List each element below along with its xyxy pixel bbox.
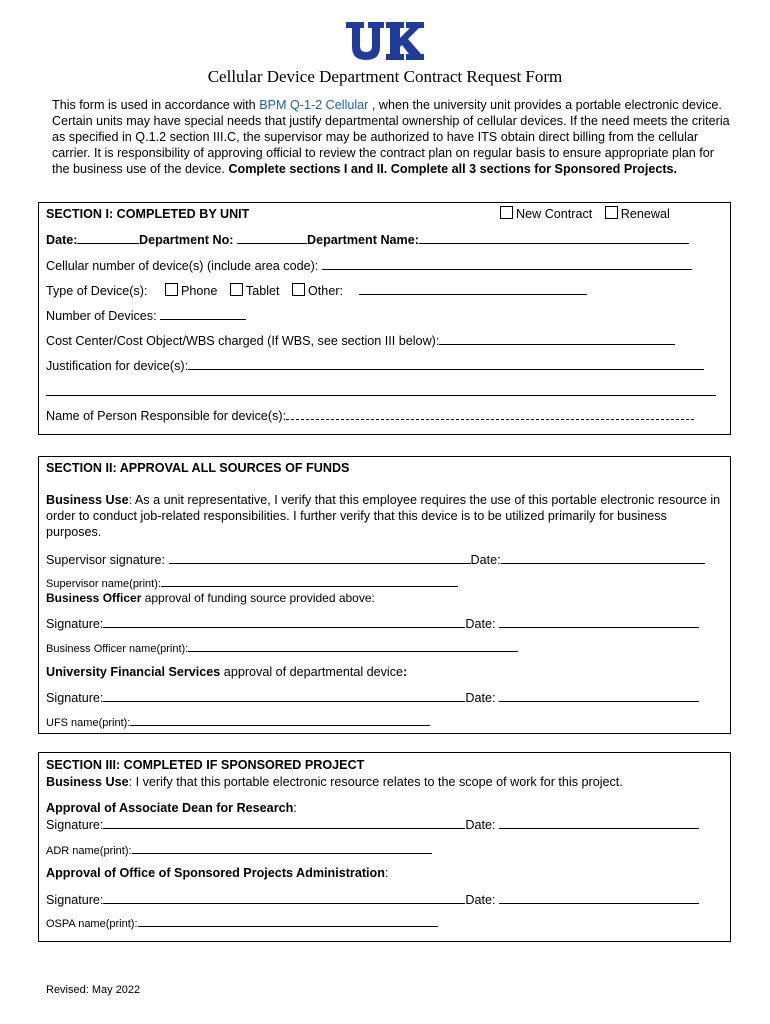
other-label: Other: [308, 284, 347, 298]
ufs-colon: : [403, 665, 408, 679]
justification-label: Justification for device(s): [46, 359, 189, 373]
ospa-date-label: Date: [465, 893, 500, 907]
ufs-signature-label: Signature: [46, 691, 104, 705]
intro-text-1: This form is used in accordance with [52, 98, 260, 112]
other-checkbox[interactable] [292, 283, 305, 296]
section-3-box [38, 752, 731, 942]
department-name-label: Department Name: [306, 233, 419, 247]
section-2-box [38, 456, 731, 734]
ufs-signature-field[interactable] [103, 690, 465, 702]
section-3-business-use [46, 775, 623, 789]
ufs-date-field[interactable] [499, 690, 699, 702]
ospa-signature-row [46, 892, 699, 907]
ospa-name-label: OSPA name(print): [46, 918, 138, 930]
adr-signature-label: Signature: [46, 818, 104, 832]
new-contract-label: New Contract [516, 207, 593, 221]
person-responsible-label: Name of Person Responsible for device(s): [46, 409, 287, 423]
supervisor-signature-field[interactable] [169, 552, 471, 564]
ospa-label: Approval of Office of Sponsored Projects Administration [46, 866, 385, 880]
intro-paragraph [52, 97, 732, 177]
section-1-header: SECTION I: COMPLETED BY UNIT [46, 207, 250, 221]
business-officer-signature-row [46, 616, 699, 631]
intro-text-2: , when the university unit provides a portable electronic device. Certain units may have special needs that justify departmental ownership of cellular devices. If the need meets the criteria as specified in Q.1.2 section III.C, the supervisor may be authorized to have ITS obtain direct billing from the cellular carrier. It is responsibility of approving official to review the contract plan on regular basis to ensure appropriate plan for the business use of the device. [52, 98, 730, 176]
adr-approval-row [46, 801, 297, 815]
department-name-field[interactable] [419, 232, 689, 244]
ufs-date-label: Date: [465, 691, 500, 705]
adr-colon: : [293, 801, 297, 815]
cellular-number-field[interactable] [322, 258, 692, 270]
supervisor-date-label: Date: [470, 553, 501, 567]
business-officer-text: approval of funding source provided above: [141, 591, 375, 605]
tablet-checkbox[interactable] [230, 283, 243, 296]
section-3-header: SECTION III: COMPLETED IF SPONSORED PROJECT [46, 758, 365, 772]
cellular-number-label: Cellular number of device(s) (include area code): [46, 259, 322, 273]
justification-field-2[interactable] [46, 384, 716, 396]
other-field[interactable] [359, 283, 587, 295]
ufs-label: University Financial Services [46, 665, 221, 679]
revised-date: Revised: May 2022 [46, 984, 141, 996]
justification-row [46, 358, 704, 373]
cost-center-label: Cost Center/Cost Object/WBS charged (If WBS, see section III below): [46, 334, 440, 348]
cellular-number-row [46, 258, 692, 273]
renewal-checkbox[interactable] [605, 206, 618, 219]
business-officer-label: Business Officer [46, 591, 142, 605]
supervisor-name-field[interactable] [161, 577, 458, 587]
ufs-name-row [46, 716, 430, 729]
adr-date-label: Date: [465, 818, 500, 832]
justification-row-2 [46, 384, 716, 399]
uk-logo-icon [344, 20, 426, 62]
business-officer-name-row [46, 642, 518, 655]
bo-name-field[interactable] [188, 642, 518, 652]
section-1-box [38, 202, 731, 435]
supervisor-signature-label: Supervisor signature: [46, 553, 169, 567]
business-use-text: : As a unit representative, I verify that this employee requires the use of this portable electronic resource in order to conduct job-related responsibilities. I further verify that this device is to be utilized primarily for business purposes. [46, 493, 721, 539]
ospa-signature-field[interactable] [103, 892, 465, 904]
renewal-label: Renewal [620, 207, 670, 221]
contract-type-group [500, 206, 670, 221]
ospa-date-field[interactable] [499, 892, 699, 904]
bo-date-field[interactable] [499, 616, 699, 628]
phone-checkbox[interactable] [165, 283, 178, 296]
bo-date-label: Date: [465, 617, 500, 631]
new-contract-checkbox[interactable] [500, 206, 513, 219]
ufs-name-label: UFS name(print): [46, 717, 131, 729]
business-use-label: Business Use [46, 493, 129, 507]
ospa-approval-row [46, 866, 388, 880]
adr-name-row [46, 844, 432, 857]
department-no-label: Department No: [139, 233, 237, 247]
ufs-text: approval of departmental device [220, 665, 404, 679]
s3-business-use-text: : I verify that this portable electronic resource relates to the scope of work for this project. [128, 775, 623, 789]
ufs-signature-row [46, 690, 699, 705]
person-responsible-row [46, 408, 694, 423]
section-2-header: SECTION II: APPROVAL ALL SOURCES OF FUNDS [46, 461, 350, 475]
ospa-name-row [46, 917, 438, 930]
form-title: Cellular Device Department Contract Request Form [207, 67, 563, 86]
ufs-name-field[interactable] [130, 716, 430, 726]
number-of-devices-field[interactable] [160, 308, 246, 320]
supervisor-name-row [46, 577, 458, 590]
bo-signature-label: Signature: [46, 617, 104, 631]
ospa-colon: : [384, 866, 389, 880]
bo-name-label: Business Officer name(print): [46, 643, 189, 655]
department-no-field[interactable] [237, 232, 307, 244]
supervisor-date-field[interactable] [501, 552, 705, 564]
adr-signature-row [46, 817, 699, 832]
number-of-devices-label: Number of Devices: [46, 309, 161, 323]
tablet-label: Tablet [245, 284, 280, 298]
person-responsible-field[interactable] [286, 408, 694, 420]
section-2-business-use [46, 492, 724, 540]
adr-label: Approval of Associate Dean for Research [46, 801, 294, 815]
adr-signature-field[interactable] [103, 817, 465, 829]
number-of-devices-row [46, 308, 246, 323]
adr-name-label: ADR name(print): [46, 845, 132, 857]
ufs-approval-row [46, 665, 407, 679]
ospa-signature-label: Signature: [46, 893, 104, 907]
date-label: Date: [46, 233, 81, 247]
adr-name-field[interactable] [132, 844, 432, 854]
justification-field[interactable] [188, 358, 704, 370]
cost-center-row [46, 333, 675, 348]
phone-label: Phone [180, 284, 218, 298]
date-field[interactable] [77, 232, 139, 244]
bo-signature-field[interactable] [103, 616, 465, 628]
ospa-name-field[interactable] [138, 917, 438, 927]
supervisor-signature-row [46, 552, 705, 567]
business-officer-row [46, 591, 375, 605]
device-type-row [46, 283, 587, 298]
bpm-link[interactable]: BPM Q-1-2 Cellular [259, 98, 369, 112]
cost-center-field[interactable] [439, 333, 675, 345]
s3-business-use-label: Business Use [46, 775, 129, 789]
intro-instructions: Complete sections I and II. Complete all 3 sections for Sponsored Projects. [228, 162, 678, 176]
date-department-row [46, 232, 689, 247]
supervisor-name-label: Supervisor name(print): [46, 578, 161, 590]
device-type-label: Type of Device(s): [46, 284, 148, 298]
adr-date-field[interactable] [499, 817, 699, 829]
